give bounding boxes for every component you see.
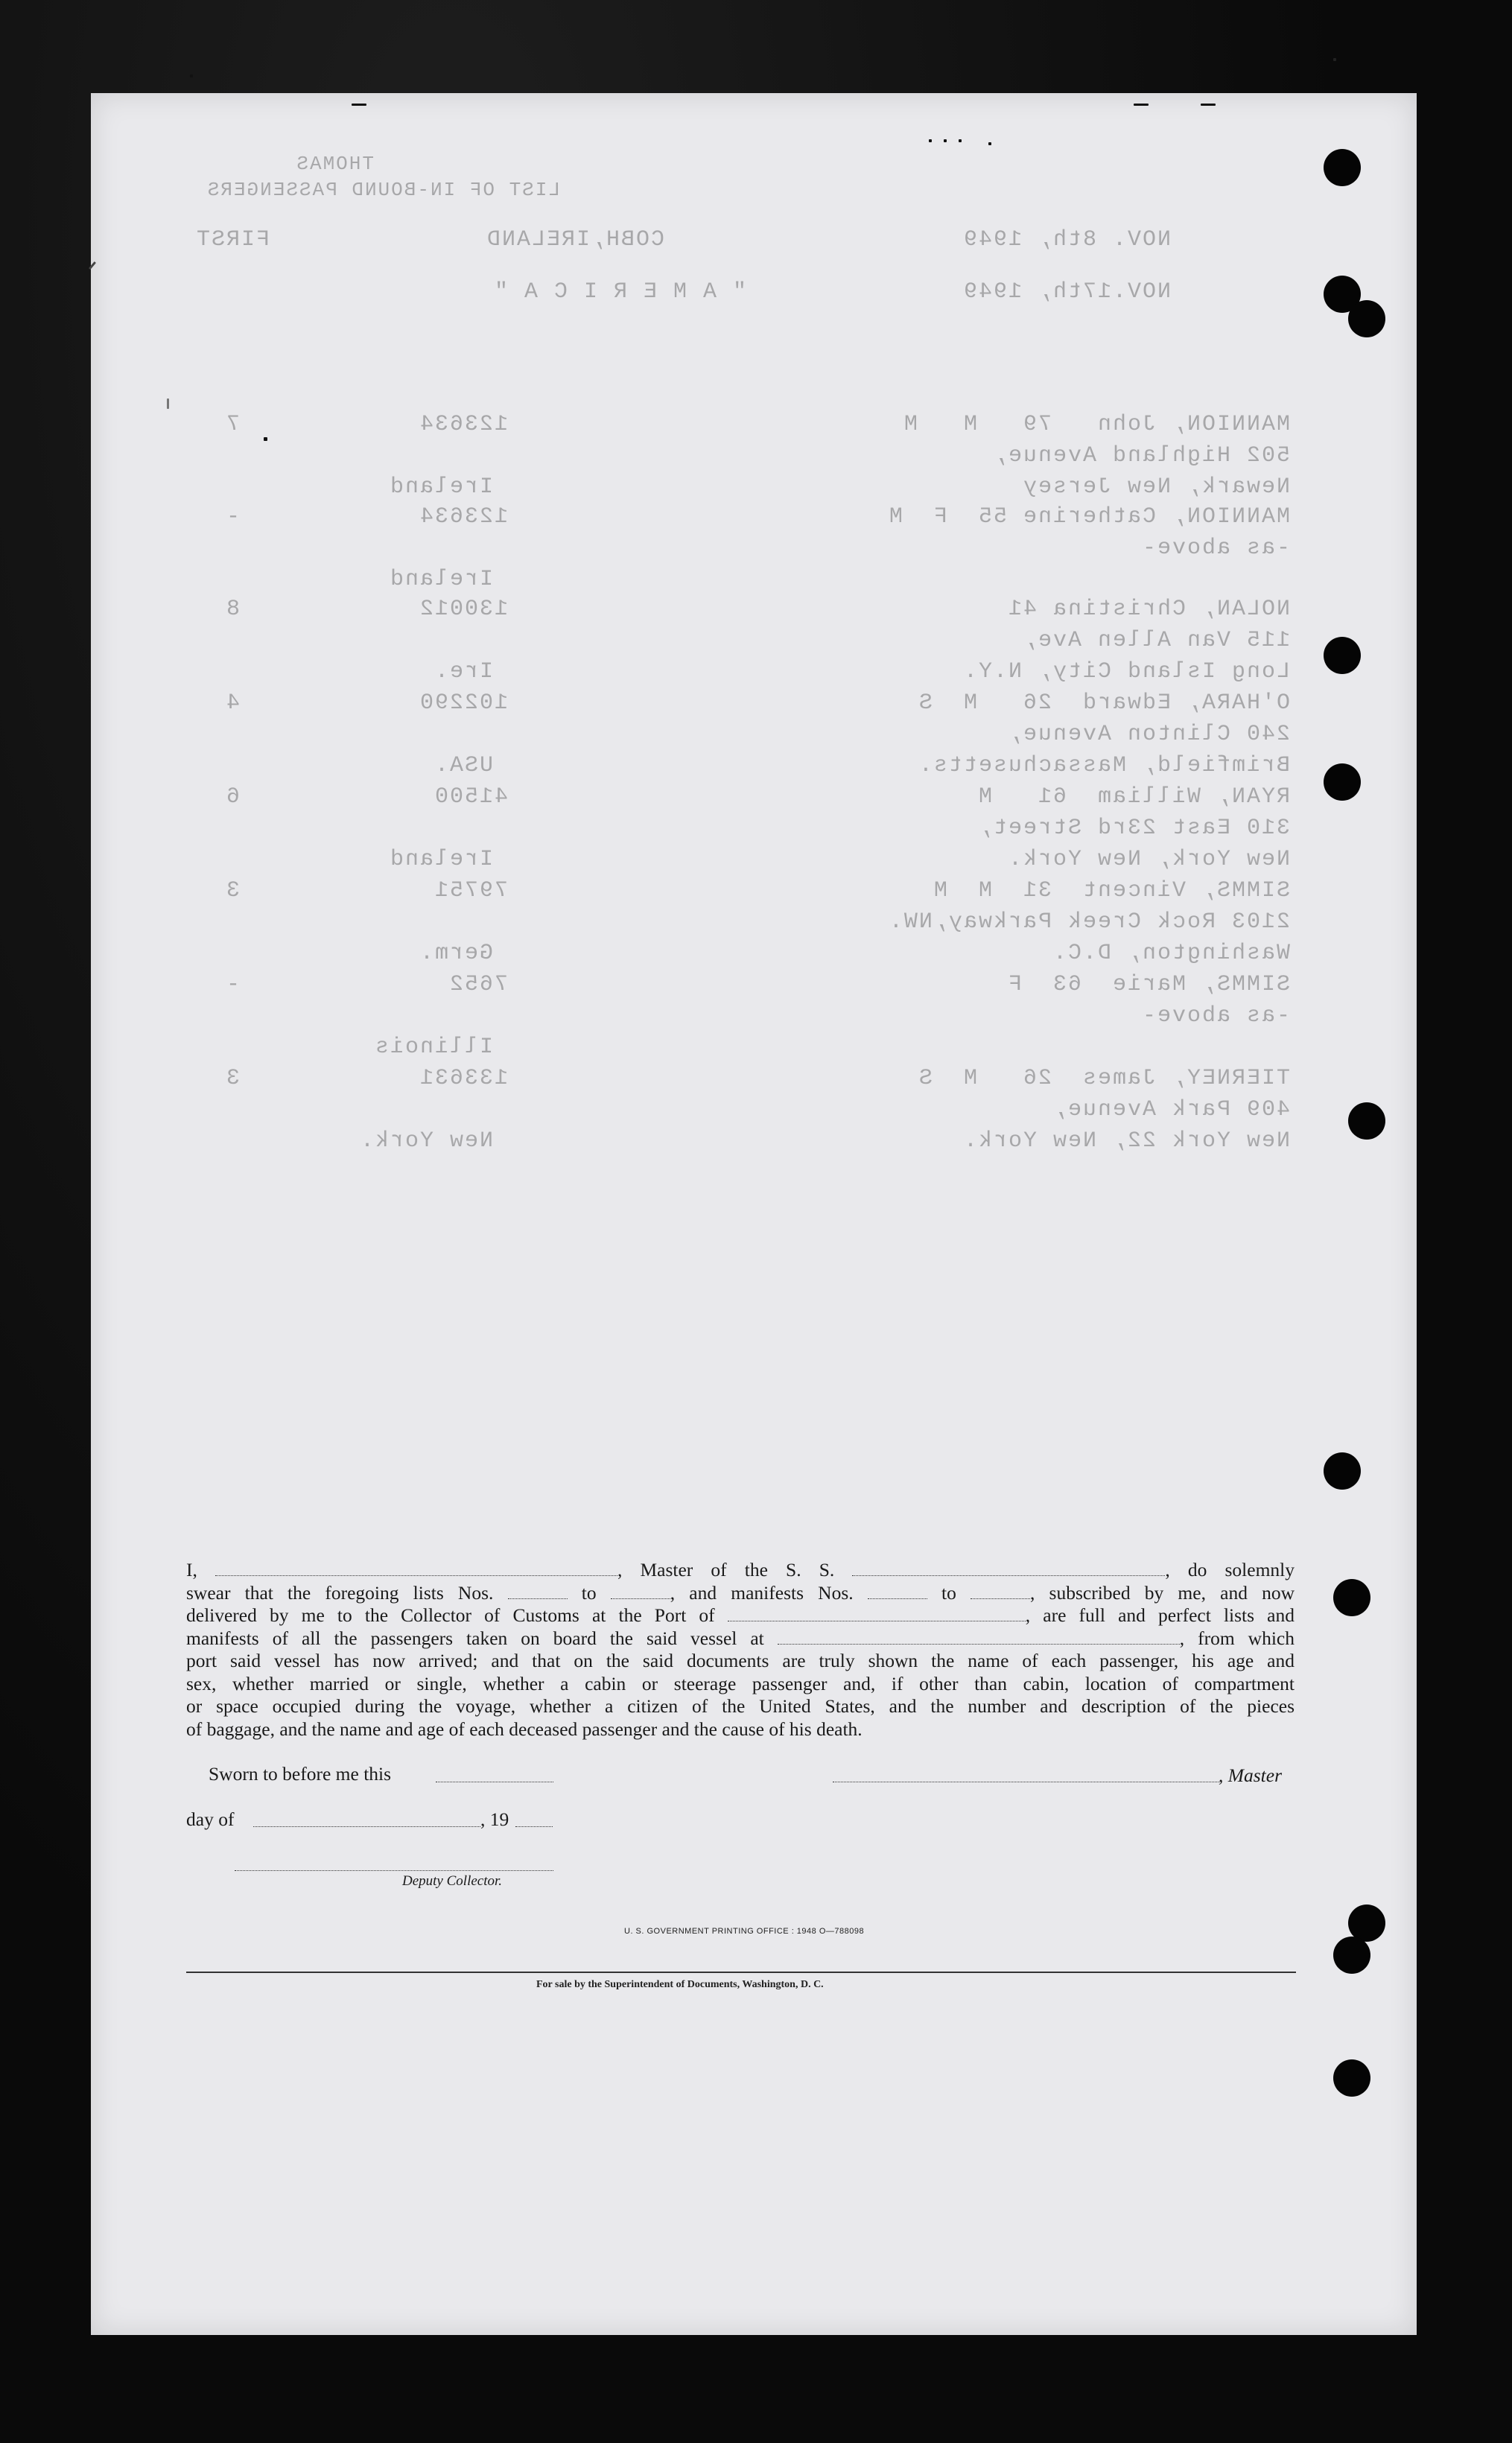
dust-speck xyxy=(190,74,193,77)
year-label: , 19 xyxy=(480,1808,509,1830)
master-name-blank[interactable] xyxy=(215,1562,617,1576)
oath-paragraph xyxy=(186,1559,1295,1741)
manifest-from-blank[interactable] xyxy=(868,1585,927,1599)
oath-line-5: port said vessel has now arrived; and that on the said documents are truly shown the name of each passenger, his age and xyxy=(186,1650,1295,1671)
oath-to-1: to xyxy=(581,1581,597,1604)
oath-to-2: to xyxy=(941,1581,956,1604)
list-to-blank[interactable] xyxy=(611,1585,670,1599)
port-blank[interactable] xyxy=(728,1607,1026,1621)
punch-hole xyxy=(1324,149,1361,186)
oath-line-1 xyxy=(186,1559,1295,1582)
ship-name-blank[interactable] xyxy=(852,1562,1165,1576)
oath-i: I, xyxy=(186,1559,197,1581)
printing-office-line: U. S. GOVERNMENT PRINTING OFFICE : 1948 O—788098 xyxy=(624,1927,865,1936)
list-from-blank[interactable] xyxy=(508,1585,568,1599)
dust-speck xyxy=(1333,58,1336,61)
sworn-label: Sworn to before me this xyxy=(209,1763,392,1785)
punch-hole xyxy=(1333,1579,1370,1616)
oath-line-4 xyxy=(186,1627,1295,1651)
departure-port-blank[interactable] xyxy=(778,1630,1180,1645)
deputy-collector-label: Deputy Collector. xyxy=(402,1873,503,1889)
oath-line-7: or space occupied during the voyage, whether a citizen of the United States, and the number and description of the pieces xyxy=(186,1695,1295,1717)
day-of-blank[interactable] xyxy=(253,1826,480,1827)
oath-master-of: , Master of the S. S. xyxy=(617,1559,835,1581)
manifest-to-blank[interactable] xyxy=(971,1585,1030,1599)
master-label: , Master xyxy=(1219,1764,1282,1786)
punch-hole xyxy=(1348,300,1385,337)
year-blank[interactable] xyxy=(515,1826,553,1827)
oath-manifests-nos: , and manifests Nos. xyxy=(670,1581,854,1604)
oath-full-perfect: , are full and perfect lists and xyxy=(1025,1604,1295,1626)
oath-from-which: , from which xyxy=(1179,1627,1295,1649)
punch-hole xyxy=(1324,637,1361,674)
oath-line-2 xyxy=(186,1582,1295,1605)
bleed-through-text: THOMAS LIST OF IN-BOUND PASSENGERS FIRST COBH,IRELAND NOV. 8th, 1949 " A M E R I C A " NOV.17th, 1949 7 123634 MANNION, John 79 M M 502 Highland Avenue, Newark, New Jersey Ireland - 123634 MANNION, Catherine 55 F M -as above- Ireland 8 130012 NOLAN, Christina 41 115 Van Allen Ave, Long Island City, N.Y. Ire. 4 102290 O'HARA, Edward 26 M S 240 Clinton Avenue, Brimfield, Massachusetts. USA. 6 41500 RYAN, William 61 M 310 East 23rd Street, New York, New York. Ireland 3 79751 SIMMS, Vincent 31 M M 2103 Rock Creek Parkway,NW. Washington, D.C. Germ. - 7652 SIMMS, Marie 63 F -as above- Illinois 3 133631 TIERNEY, James 26 M S 409 Park Avenue, New York 22, New York. New York. xyxy=(194,153,1290,1154)
day-of-label: day of xyxy=(186,1808,235,1830)
oath-line-8: of baggage, and the name and age of each deceased passenger and the cause of his death. xyxy=(186,1718,863,1740)
oath-lists-nos: swear that the foregoing lists Nos. xyxy=(186,1581,494,1604)
oath-line-6: sex, whether married or single, whether a cabin or steerage passenger and, if other than cabin, location of compartment xyxy=(186,1672,1295,1694)
punch-hole xyxy=(1333,1937,1370,1974)
handwriting-mark xyxy=(167,398,169,409)
oath-line-3 xyxy=(186,1604,1295,1627)
oath-solemnly: , do solemnly xyxy=(1165,1559,1295,1581)
deputy-signature-line[interactable] xyxy=(235,1870,553,1871)
footer-rule xyxy=(186,1972,1296,1973)
punch-hole xyxy=(1324,763,1361,801)
for-sale-line: For sale by the Superintendent of Documents, Washington, D. C. xyxy=(536,1979,824,1990)
oath-subscribed: , subscribed by me, and now xyxy=(1030,1581,1295,1604)
oath-manifests-all: manifests of all the passengers taken on board the said vessel at xyxy=(186,1627,764,1649)
oath-delivered: delivered by me to the Collector of Customs at the Port of xyxy=(186,1604,715,1626)
manifest-page xyxy=(91,93,1417,2335)
punch-hole xyxy=(1333,2059,1370,2097)
punch-hole xyxy=(1348,1102,1385,1140)
punch-hole xyxy=(1324,1452,1361,1490)
